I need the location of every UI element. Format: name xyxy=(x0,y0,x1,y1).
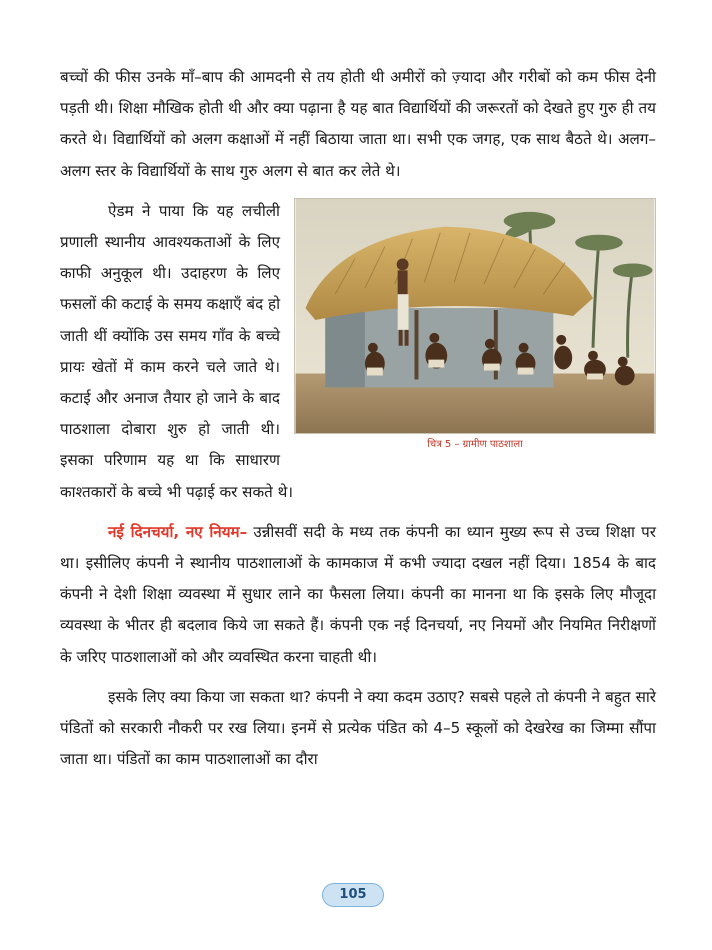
paragraph-gap xyxy=(60,508,656,517)
figure-caption: चित्र 5 – ग्रामीण पाठशाला xyxy=(427,438,523,450)
page-content xyxy=(60,62,656,775)
paragraph-gap xyxy=(60,673,656,682)
section-heading-new-routine: नई दिनचर्या, नए नियम– xyxy=(108,522,248,541)
page-number-badge: 105 xyxy=(322,883,384,907)
village-school-illustration xyxy=(294,198,656,434)
paragraph-new-routine xyxy=(60,517,656,673)
paragraph-adam-flexible-system: ऐडम ने पाया कि यह लचीली प्रणाली स्थानीय आवश्यकताओं के लिए काफी अनुकूल थी। उदाहरण के लिए फसलों की कटाई के समय कक्षाएँ बंद हो जाती थीं क्योंकि उस समय गाँव के बच्चे प्रायः खेतों में काम करने चले जाते थे। कटाई और अनाज तैयार हो जाने के बाद पाठशाला दोबारा शुरु हो जाती थी। इसका परिणाम यह था कि साधारण काश्तकारों के बच्चे भी पढ़ाई कर सकते थे। xyxy=(60,201,294,501)
paragraph-gap xyxy=(60,187,656,196)
paragraph-fees: बच्चों की फीस उनके माँ–बाप की आमदनी से तय होती थी अमीरों को ज़्यादा और गरीबों को कम फीस देनी पड़ती थी। शिक्षा मौखिक होती थी और क्या पढ़ाना है यह बात विद्यार्थियों की जरूरतों को देखते हुए गुरु ही तय करते थे। विद्यार्थियों को अलग कक्षाओं में नहीं बिठाया जाता था। सभी एक जगह, एक साथ बैठते थे। अलग–अलग स्तर के विद्यार्थियों के साथ गुरु अलग से बात कर लेते थे। xyxy=(60,68,656,180)
paragraph-new-routine-body: उन्नीसवीं सदी के मध्य तक कंपनी का ध्यान मुख्य रूप से उच्च शिक्षा पर था। इसीलिए कंपनी ने स्थानीय पाठशालाओं के कामकाज में कभी ज्यादा दखल नहीं दिया। 1854 के बाद कंपनी ने देशी शिक्षा व्यवस्था में सुधार लाने का फैसला लिया। कंपनी का मानना था कि इसके लिए मौजूदा व्यवस्था के भीतर ही बदलाव किये जा सकते हैं। कंपनी एक नई दिनचर्या, नए नियमों और नियमित निरीक्षणों के जरिए पाठशालाओं को और व्यवस्थित करना चाहती थी। xyxy=(60,522,656,666)
paragraph-pandits: इसके लिए क्या किया जा सकता था? कंपनी ने क्या कदम उठाए? सबसे पहले तो कंपनी ने बहुत सारे पंडितों को सरकारी नौकरी पर रख लिया। इनमें से प्रत्येक पंडित को 4–5 स्कूलों को देखरेख का जिम्मा सौंपा जाता था। पंडितों का काम पाठशालाओं का दौरा xyxy=(60,687,656,769)
figure-rural-pathshala xyxy=(294,198,656,454)
